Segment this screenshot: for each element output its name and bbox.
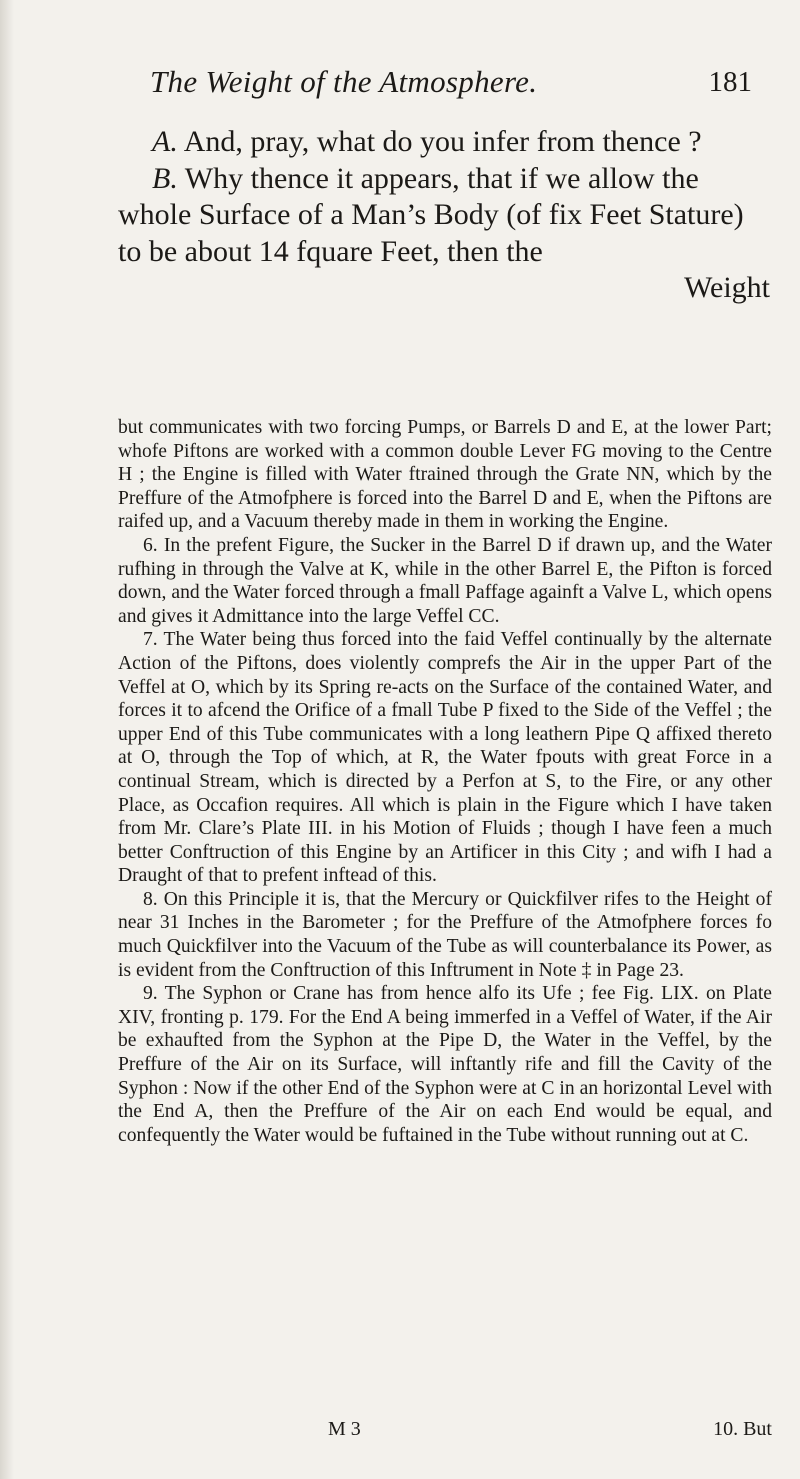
page-header [150, 64, 752, 114]
note-paragraph-1: but communicates with two forcing Pumps, or Barrels D and E, at the lower Part; whofe Piftons are worked with a common double Lever FG moving to the Centre H ; the Engine is filled with Water ftrained through the Grate NN, which by the Preffure of the Atmofphere is forced into the Barrel D and E, when the Piftons are raifed up, and a Vacuum thereby made in them in working the Engine. [118, 417, 772, 533]
footnote-block [118, 416, 772, 1147]
catchword: 10. But [713, 1418, 772, 1440]
page-number: 181 [708, 66, 752, 98]
note-paragraph-4: 8. On this Principle it is, that the Mercury or Quickfilver rifes to the Height of near 31 Inches in the Barometer ; for the Preffure of the Atmofphere forces fo much Quickfilver into the Vacuum of the Tube as will counterbalance its Power, as is evident from the Conftruction of this Inftrument in Note ‡ in Page 23. [118, 888, 772, 981]
note-paragraph-2: 6. In the prefent Figure, the Sucker in the Barrel D if drawn up, and the Water rufhing in through the Valve at K, while in the other Barrel E, the Pifton is forced down, and the Water forced through a fmall Paffage againft a Valve L, which opens and gives it Admittance into the large Veffel CC. [118, 534, 772, 627]
signature-mark: M 3 [328, 1418, 361, 1440]
dialogue-a-text: And, pray, what do you infer from thence ? [183, 125, 702, 158]
dialogue-text [118, 124, 770, 307]
dialogue-b [118, 161, 770, 271]
speaker-b: B. [152, 161, 178, 195]
speaker-a: A. [152, 125, 178, 158]
note-paragraph-5: 9. The Syphon or Crane has from hence alfo its Ufe ; fee Fig. LIX. on Plate XIV, fronting p. 179. For the End A being immerfed in a Veffel of Water, if the Air be exhaufted from the Syphon at the Pipe D, the Water in the Veffel, by the Preffure of the Air on its Surface, will inftantly rife and fill the Cavity of the Syphon : Now if the other End of the Syphon were at C in an horizontal Level with the End A, then the Preffure of the Air on each End would be equal, and confequently the Water would be fuftained in the Tube without running out at C. [118, 983, 772, 1146]
dialogue-a [118, 124, 770, 161]
running-head: The Weight of the Atmosphere. [150, 64, 538, 99]
gutter-shadow [0, 0, 14, 1479]
note-paragraph-3: 7. The Water being thus forced into the faid Veffel continually by the alternate Action of the Piftons, does violently comprefs the Air in the upper Part of the Veffel at O, which by its Spring re-acts on the Surface of the contained Water, and forces it to afcend the Orifice of a fmall Tube P fixed to the Side of the Veffel ; the upper End of this Tube communicates with a long leathern Pipe Q affixed thereto at O, through the Top of which, at R, the Water fpouts with great Force in a continual Stream, which is directed by a Perfon at S, to the Fire, or any other Place, as Occafion requires. All which is plain in the Figure which I have taken from Mr. Clare’s Plate III. in his Motion of Fluids ; though I have feen a much better Conftruction of this Engine by an Artificer in this City ; and wifh I had a Draught of that to prefent inftead of this. [118, 629, 772, 887]
page-footer [118, 1418, 772, 1444]
dialogue-b-last-word: Weight [684, 271, 770, 304]
dialogue-b-text: Why thence it appears, that if we allow the whole Surface of a Man’s Body (of fix Feet Stature) to be about 14 fquare Feet, then the [118, 161, 744, 268]
